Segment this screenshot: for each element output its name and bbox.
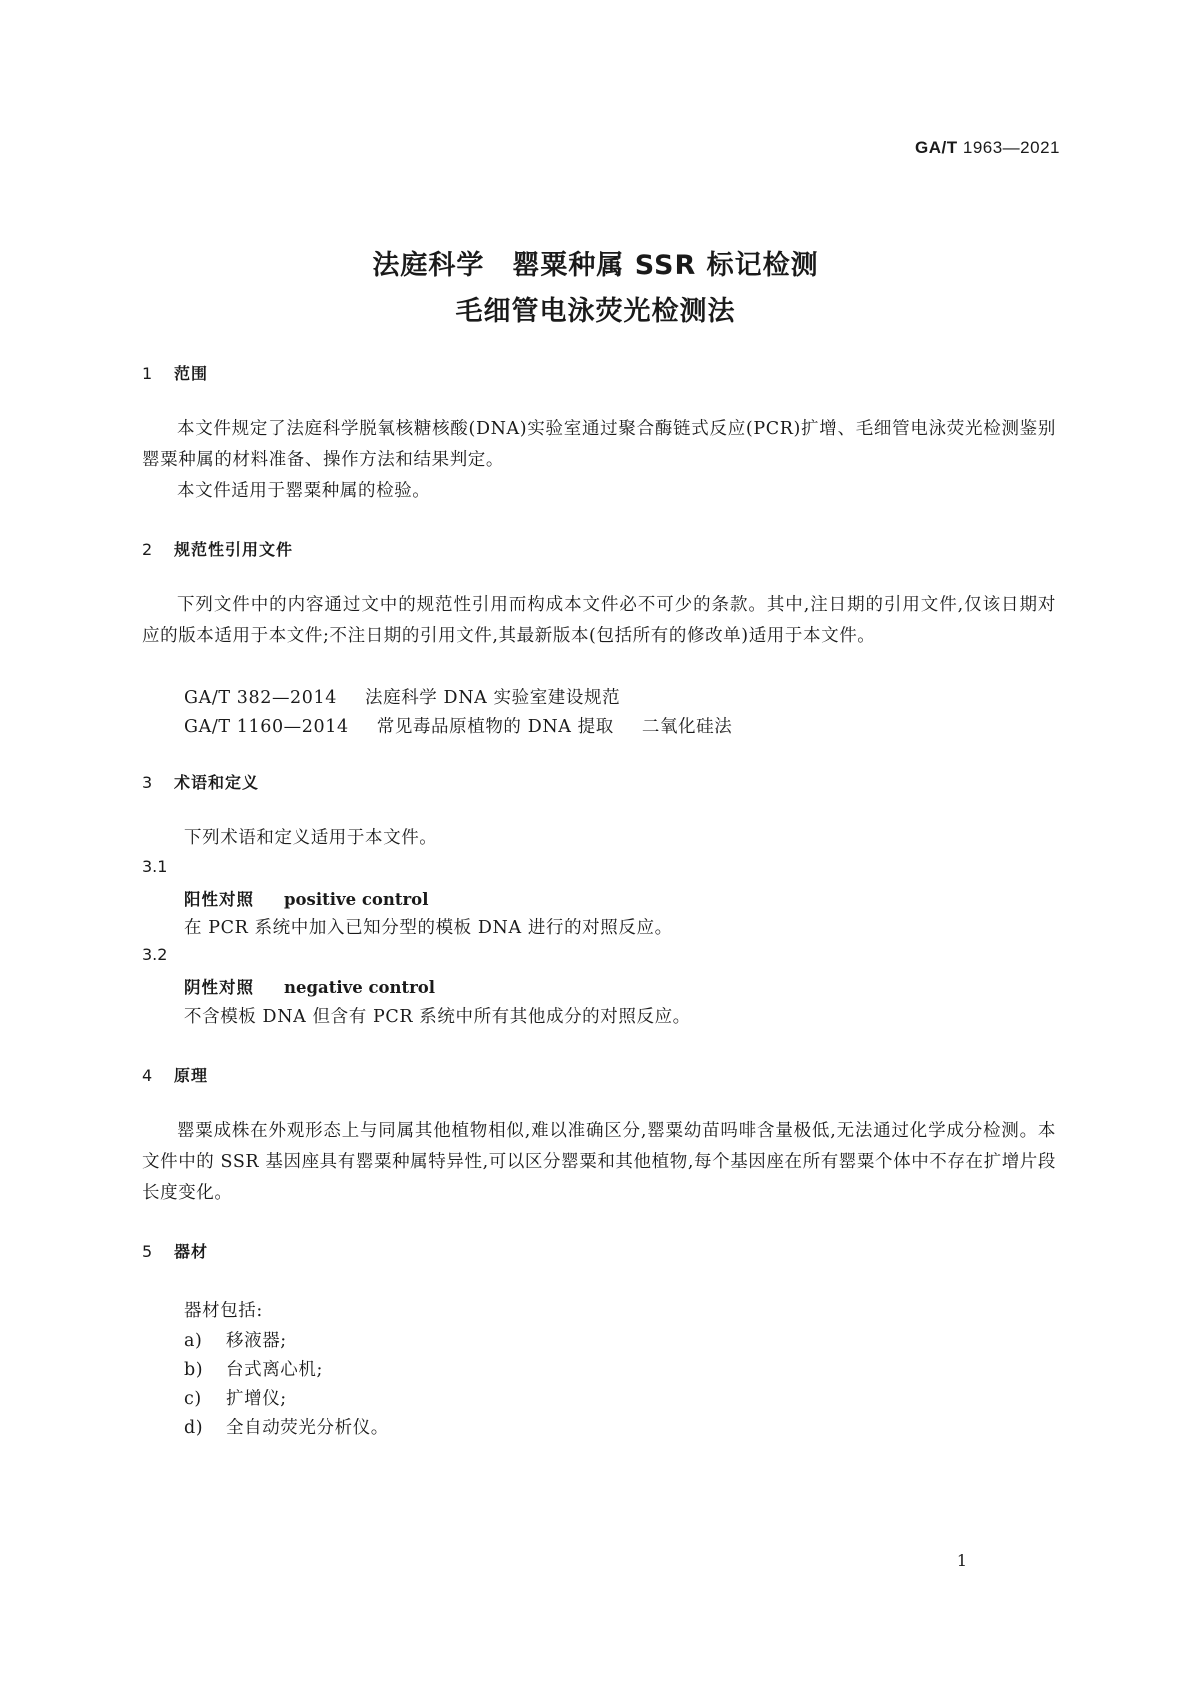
list-item-mark: d) <box>184 1418 204 1438</box>
reference-item <box>184 684 620 709</box>
section-heading-2 <box>142 537 293 560</box>
document-title-line1 <box>0 243 1191 282</box>
term-zh: 阳性对照 <box>184 890 254 909</box>
list-item-mark: b) <box>184 1360 204 1380</box>
list-item <box>184 1385 287 1410</box>
term-en: positive control <box>284 890 429 909</box>
term-entry <box>184 974 435 998</box>
term-definition: 不含模板 DNA 但含有 PCR 系统中所有其他成分的对照反应。 <box>184 1007 691 1027</box>
list-item-text: 全自动荧光分析仪。 <box>226 1418 389 1438</box>
list-item <box>184 1327 287 1352</box>
section-title: 器材 <box>174 1242 209 1261</box>
reference-title-suffix: 二氧化硅法 <box>641 717 733 737</box>
reference-code: GA/T 1160—2014 <box>184 717 349 737</box>
standard-prefix: GA/T <box>915 138 958 157</box>
section-number: 5 <box>142 1242 154 1261</box>
paragraph: 本文件适用于罂粟种属的检验。 <box>177 481 431 501</box>
section-title: 范围 <box>174 364 209 383</box>
section-number: 3 <box>142 773 154 792</box>
term-number: 3.2 <box>142 945 168 964</box>
term-definition: 在 PCR 系统中加入已知分型的模板 DNA 进行的对照反应。 <box>184 918 673 938</box>
standard-number: 1963—2021 <box>962 138 1060 157</box>
list-item-mark: a) <box>184 1331 203 1351</box>
reference-code: GA/T 382—2014 <box>184 688 337 708</box>
term-entry <box>184 886 428 910</box>
section-title: 术语和定义 <box>174 773 260 792</box>
list-item-text: 移液器; <box>226 1331 287 1351</box>
paragraph: 本文件规定了法庭科学脱氧核糖核酸(DNA)实验室通过聚合酶链式反应(PCR)扩增、毛细管电泳荧光检测鉴别罂粟种属的材料准备、操作方法和结果判定。 <box>142 419 1056 470</box>
section-heading-5 <box>142 1239 208 1262</box>
list-item <box>184 1356 323 1381</box>
section-heading-1 <box>142 361 208 384</box>
list-item-text: 台式离心机; <box>226 1360 323 1380</box>
reference-item <box>184 713 732 738</box>
document-title-line2: 毛细管电泳荧光检测法 <box>455 296 736 327</box>
term-en: negative control <box>284 978 436 997</box>
list-item <box>184 1414 389 1439</box>
section-number: 1 <box>142 364 154 383</box>
section-number: 4 <box>142 1066 154 1085</box>
paragraph: 下列文件中的内容通过文中的规范性引用而构成本文件必不可少的条款。其中,注日期的引用文件,仅该日期对应的版本适用于本文件;不注日期的引用文件,其最新版本(包括所有的修改单)适用于本文件。 <box>142 595 1056 646</box>
standard-code <box>915 138 1060 158</box>
section-heading-3 <box>142 770 259 793</box>
paragraph: 下列术语和定义适用于本文件。 <box>184 828 438 848</box>
paragraph: 罂粟成株在外观形态上与同属其他植物相似,难以准确区分,罂粟幼苗吗啡含量极低,无法通过化学成分检测。本文件中的 SSR 基因座具有罂粟种属特异性,可以区分罂粟和其他植物,每个基因座在所有罂粟个体中不存在扩增片段长度变化。 <box>142 1121 1056 1203</box>
reference-title: 常见毒品原植物的 DNA 提取 <box>376 717 614 737</box>
section-title: 原理 <box>174 1066 209 1085</box>
page-number: 1 <box>956 1551 967 1570</box>
term-zh: 阴性对照 <box>184 978 254 997</box>
section-title: 规范性引用文件 <box>174 540 294 559</box>
section-number: 2 <box>142 540 154 559</box>
list-item-mark: c) <box>184 1389 202 1409</box>
section-heading-4 <box>142 1063 208 1086</box>
title-subject: 罂粟种属 SSR 标记检测 <box>512 250 819 281</box>
reference-title: 法庭科学 DNA 实验室建设规范 <box>365 688 621 708</box>
term-number: 3.1 <box>142 857 168 876</box>
list-item-text: 扩增仪; <box>226 1389 287 1409</box>
title-field: 法庭科学 <box>372 250 485 281</box>
list-intro: 器材包括: <box>184 1301 263 1321</box>
